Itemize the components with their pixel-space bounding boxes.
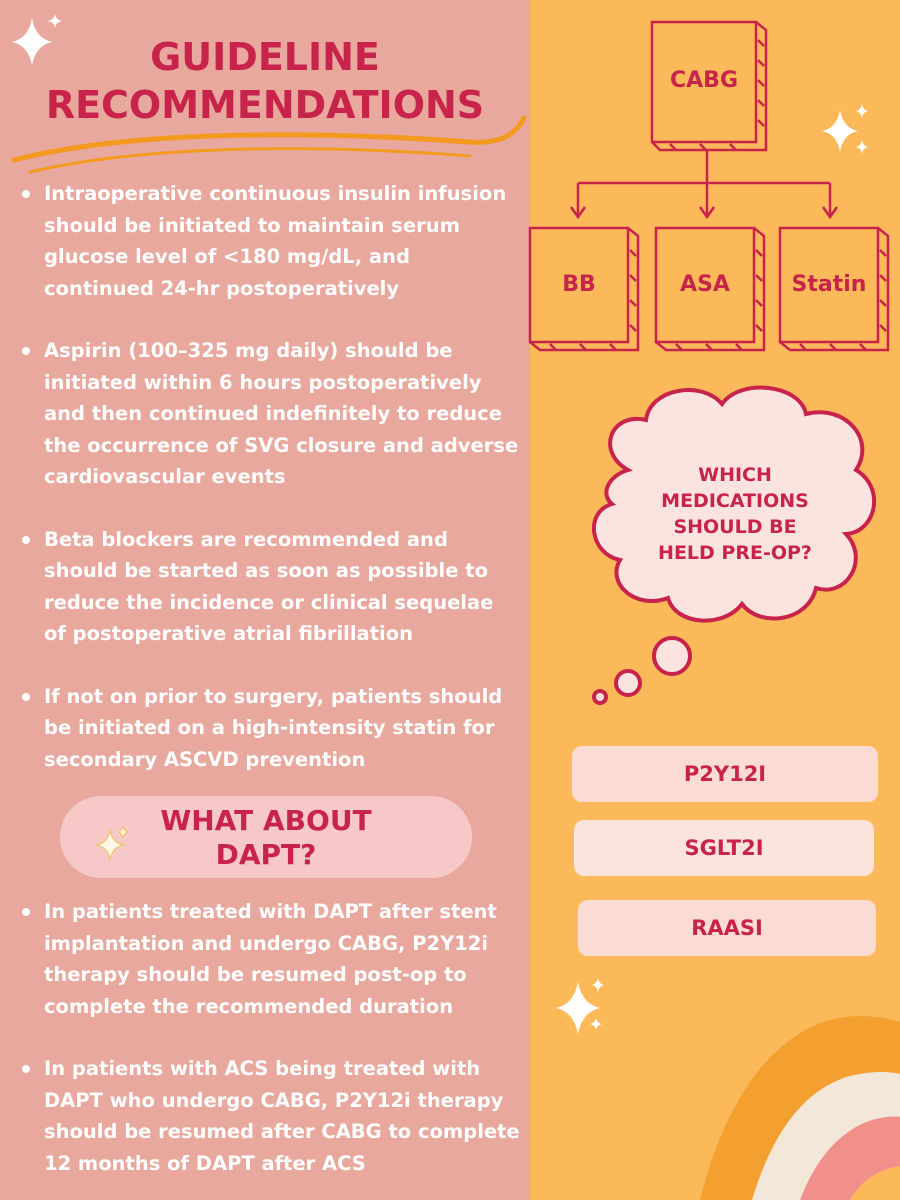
medication-label: SGLT2I [684, 836, 764, 860]
list-item: In patients treated with DAPT after stent implantation and undergo CABG, P2Y12i therapy should be resumed post-op to complete the recommended duration [22, 896, 522, 1022]
sparkle-icon [822, 104, 868, 154]
list-item: Intraoperative continuous insulin infusion should be initiated to maintain serum glucose level of <180 mg/dL, and continued 24-hr postoperatively [22, 178, 522, 304]
diagram-root-label: CABG [670, 68, 738, 93]
list-item: Beta blockers are recommended and should be started as soon as possible to reduce the incidence or clinical sequelae of postoperative atrial fibrillation [22, 524, 522, 650]
sparkle-icon [556, 978, 604, 1034]
diagram-child-label-bb: BB [562, 272, 596, 297]
cloud-question-line1: WHICH [698, 464, 772, 486]
list-item: In patients with ACS being treated with DAPT who undergo CABG, P2Y12i therapy should be resumed after CABG to complete 12 months of DAPT after ACS [22, 1053, 522, 1179]
medication-pill-sglt2i [574, 820, 874, 876]
cloud-question-line4: HELD PRE-OP? [658, 542, 812, 564]
cloud-question [620, 462, 850, 566]
medication-pill-p2y12i [572, 746, 878, 802]
dapt-recommendations-list [22, 896, 522, 1200]
dapt-heading-pill [60, 796, 472, 878]
wave-decoration [700, 1016, 900, 1200]
medication-label: P2Y12I [683, 762, 767, 786]
diagram-child-label-asa: ASA [680, 272, 730, 297]
list-item: Aspirin (100–325 mg daily) should be initiated within 6 hours postoperatively and then continued indefinitely to reduce the occurrence of SVG closure and adverse cardiovascular events [22, 335, 522, 493]
page-title-line2: RECOMMENDATIONS [45, 83, 485, 127]
medication-pill-raasi [578, 900, 876, 956]
sparkle-icon [96, 826, 130, 862]
diagram-connector [571, 150, 837, 217]
list-item: If not on prior to surgery, patients should be initiated on a high-intensity statin for secondary ASCVD prevention [22, 681, 522, 776]
recommendations-list [22, 178, 522, 806]
cloud-question-line2: MEDICATIONS [661, 490, 809, 512]
page-title-line1: GUIDELINE [150, 35, 380, 79]
cloud-question-line3: SHOULD BE [673, 516, 797, 538]
dapt-heading-line2: DAPT? [215, 838, 317, 871]
diagram-child-label-statin: Statin [791, 272, 867, 297]
dapt-heading-line1: WHAT ABOUT [160, 804, 372, 837]
medication-label: RAASI [691, 916, 763, 940]
